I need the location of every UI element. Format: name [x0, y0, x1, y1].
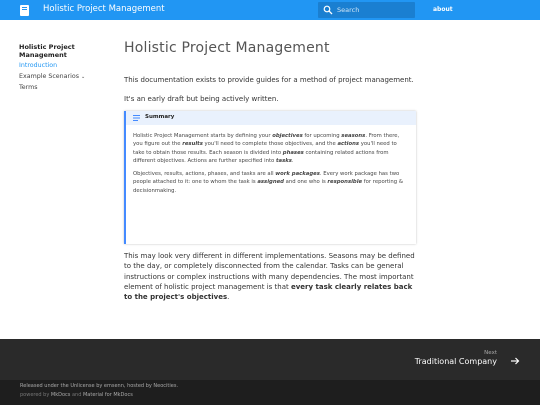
next-page-link[interactable]: [400, 348, 520, 372]
next-page-title[interactable]: Traditional Company: [414, 357, 497, 366]
text-run: powered by: [20, 392, 51, 398]
closing-paragraph: [124, 251, 416, 302]
site-title[interactable]: Holistic Project Management: [43, 4, 165, 14]
term-actions: actions: [337, 141, 360, 148]
text-run: you'll need to take to obtain those results. Each season is divided into: [133, 141, 397, 156]
top-header: [0, 0, 540, 20]
text-run: .: [227, 293, 230, 302]
search-icon: [323, 5, 333, 15]
nav-item-label: Example Scenarios: [19, 73, 79, 80]
page-title: Holistic Project Management: [124, 40, 330, 56]
key-statement: every task clearly relates back to the project's objectives: [124, 282, 413, 302]
next-label: Next: [484, 350, 497, 356]
material-link[interactable]: Material for MkDocs: [82, 392, 133, 398]
sidebar-nav: [19, 43, 109, 92]
admonition-title-bar: [126, 111, 416, 125]
text-run: and: [70, 392, 83, 398]
term-results: results: [182, 141, 203, 148]
text-run: you'll need to complete those objectives, and the: [202, 141, 338, 148]
nav-item-example-scenarios[interactable]: [19, 73, 109, 81]
nav-title: Holistic Project Management: [19, 43, 75, 59]
about-link[interactable]: about: [433, 6, 453, 13]
summary-paragraph-1: [133, 132, 409, 165]
term-phases: phases: [282, 149, 304, 156]
term-responsible: responsible: [327, 179, 363, 186]
draft-paragraph: It's an early draft but being actively written.: [124, 95, 279, 103]
text-run: This may look very different in different implementations. Seasons may be defined to the day, or completely disconnected from the calendar. Tasks can be general instructions or complex instructions with many dependencies. The most important element of holistic project management is that: [124, 252, 415, 291]
text-run: Holistic Project Management starts by defining your: [133, 133, 273, 139]
book-icon[interactable]: [20, 5, 29, 16]
admonition-title: Summary: [145, 114, 175, 120]
text-run: Objectives, results, actions, phases, and tasks are all: [133, 171, 276, 178]
text-run: . From there, you figure out the: [133, 133, 400, 148]
text-run: for upcoming: [302, 133, 342, 139]
footer-nav: [0, 339, 540, 380]
mkdocs-link[interactable]: MkDocs: [50, 392, 71, 398]
admonition-body: [126, 125, 416, 195]
list-icon: [133, 115, 140, 121]
nav-item-terms[interactable]: [19, 84, 109, 92]
footer-meta: [0, 380, 540, 405]
term-assigned: assigned: [257, 179, 284, 186]
nav-item-label: Terms: [19, 84, 38, 91]
license-text: Released under the Unlicense by emsenn, hosted by Neocities.: [20, 383, 179, 389]
nav-item-introduction[interactable]: [19, 62, 109, 70]
search-box[interactable]: [318, 2, 415, 18]
summary-paragraph-2: [133, 170, 409, 195]
term-tasks: tasks: [275, 157, 292, 164]
chevron-down-icon: ⌄: [80, 74, 86, 80]
text-run: . Every work package has two people attached to it: one to whom the task is: [133, 171, 400, 186]
term-objectives: objectives: [272, 133, 303, 139]
powered-by: [20, 392, 133, 398]
text-run: for reporting & decisionmaking.: [133, 179, 403, 194]
summary-admonition: [124, 111, 416, 244]
text-run: and one who is: [283, 179, 328, 186]
main-content: [124, 40, 416, 302]
text-run: containing related actions from different objectives. Actions are further specified into: [133, 149, 389, 164]
text-run: .: [291, 157, 294, 164]
arrow-right-icon[interactable]: [510, 356, 520, 366]
nav-item-label: Introduction: [19, 62, 58, 69]
search-input[interactable]: [337, 4, 411, 16]
intro-paragraph: This documentation exists to provide guides for a method of project management.: [124, 76, 414, 84]
term-work-packages: work packages: [275, 171, 320, 178]
term-seasons: seasons: [341, 133, 366, 139]
